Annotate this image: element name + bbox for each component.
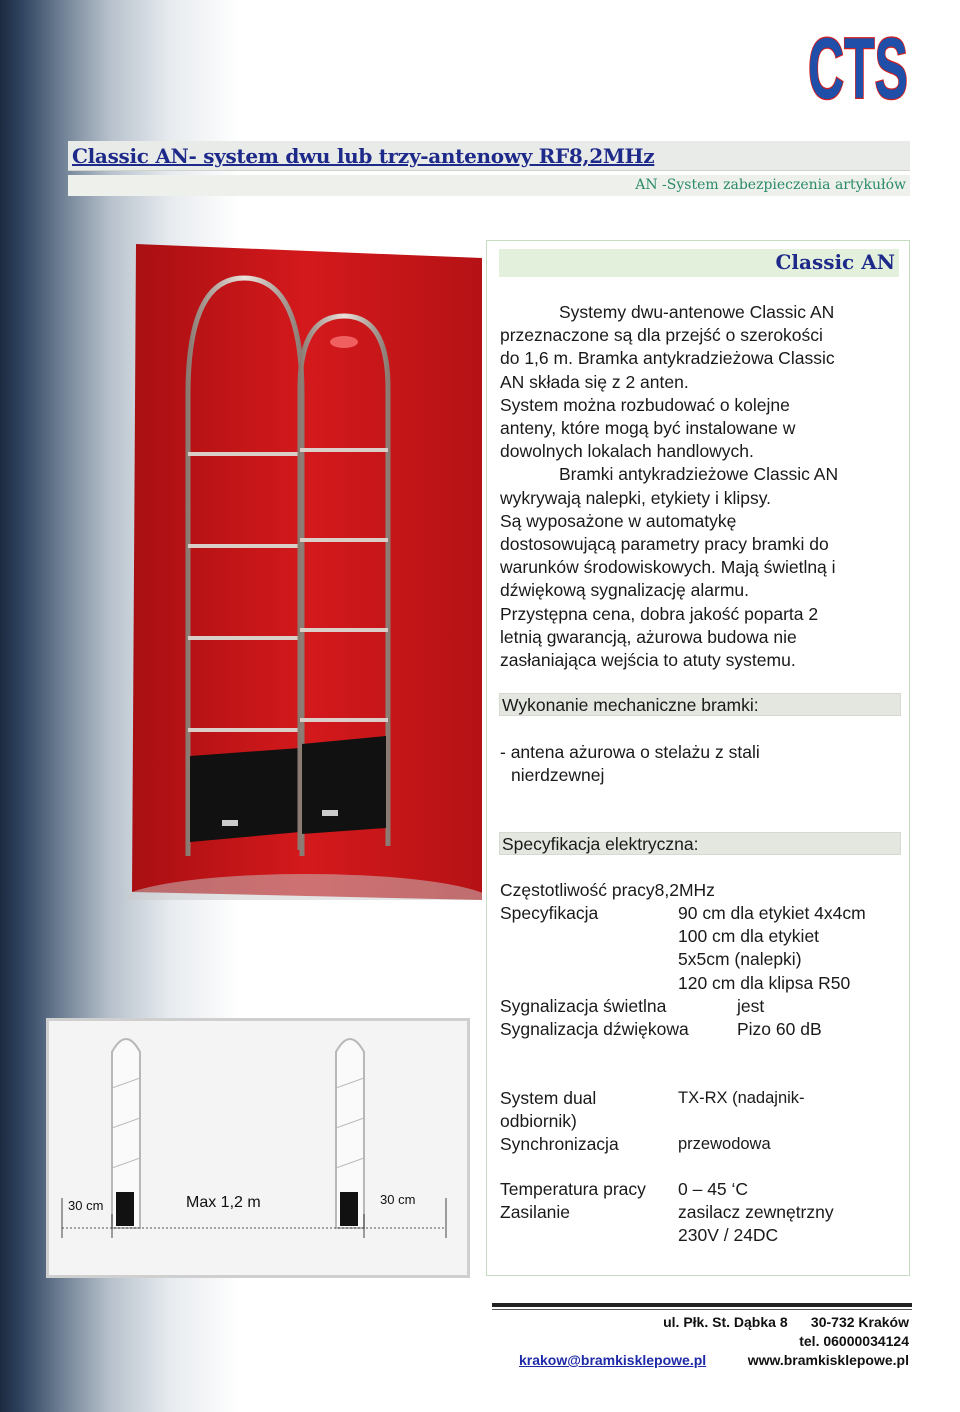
spec-power-values xyxy=(678,1201,834,1247)
box-header xyxy=(499,249,899,277)
electrical-section-bar xyxy=(499,832,901,855)
system-label-line: System dual xyxy=(500,1088,597,1108)
desc-line: anteny, które mogą być instalowane w xyxy=(500,418,796,439)
spec-detection-values xyxy=(678,902,866,995)
title-bar xyxy=(68,141,910,171)
middle-dimension-label: Max 1,2 m xyxy=(186,1194,261,1211)
spec-value-line: 5x5cm (nalepki) xyxy=(678,949,802,970)
desc-line: Systemy dwu-antenowe Classic AN xyxy=(559,302,835,322)
desc-line: Przystępna cena, dobra jakość poparta 2 xyxy=(500,603,819,624)
desc-line: Bramki antykradzieżowe Classic AN xyxy=(559,464,839,485)
spec-light-value: jest xyxy=(737,996,765,1016)
spec-power-label: Zasilanie xyxy=(500,1202,571,1222)
system-label-line: odbiornik) xyxy=(500,1111,577,1132)
spec-sync-label: Synchronizacja xyxy=(500,1134,619,1154)
spec-value-line: 100 cm dla etykiet xyxy=(678,926,820,947)
mechanical-section-bar xyxy=(499,693,901,716)
company-logo xyxy=(805,18,911,106)
page-title: Classic AN- system dwu lub trzy-antenowy RF8,2MHz xyxy=(72,144,655,168)
desc-line: zasłaniająca wejścia to atuty systemu. xyxy=(500,650,796,671)
mechanical-line: - antena ażurowa o stelażu z stali xyxy=(500,742,760,762)
spec-detection-label: Specyfikacja xyxy=(500,903,599,923)
spec-temp-value: 0 – 45 ‘C xyxy=(678,1179,749,1199)
mechanical-line: nierdzewnej xyxy=(511,765,605,786)
frequency-label: Częstotliwość pracy xyxy=(500,880,655,900)
spec-sound-value: Pizo 60 dB xyxy=(737,1019,822,1039)
box-heading: Classic AN xyxy=(775,250,895,274)
desc-line: Są wyposażone w automatykę xyxy=(500,510,737,531)
footer-email-link[interactable]: krakow@bramkisklepowe.pl xyxy=(519,1352,707,1368)
gate-installation-diagram xyxy=(46,1018,470,1278)
product-description xyxy=(500,301,900,672)
subtitle-bar xyxy=(68,175,910,196)
footer-divider xyxy=(492,1303,912,1307)
logo-text: CTS xyxy=(808,21,908,106)
desc-line: dostosowującą parametry pracy bramki do xyxy=(500,534,829,555)
desc-line: przeznaczone są dla przejść o szerokości xyxy=(500,325,823,346)
spec-value-line: 120 cm dla klipsa R50 xyxy=(678,972,851,993)
spec-value-line: 90 cm dla etykiet 4x4cm xyxy=(678,903,866,923)
spec-sound-label: Sygnalizacja dźwiękowa xyxy=(500,1019,689,1039)
info-box xyxy=(486,240,910,1276)
electrical-heading: Specyfikacja elektryczna: xyxy=(502,834,699,854)
desc-line: AN składa się z 2 anten. xyxy=(500,371,689,392)
spec-temp-label: Temperatura pracy xyxy=(500,1179,646,1199)
desc-line: wykrywają nalepki, etykiety i klipsy. xyxy=(500,487,772,508)
spec-system-label xyxy=(500,1087,596,1133)
desc-line: dowolnych lokalach handlowych. xyxy=(500,441,754,462)
desc-line: dźwiękową sygnalizację alarmu. xyxy=(500,580,749,601)
gate-photo xyxy=(126,244,482,900)
spec-frequency xyxy=(500,879,715,902)
mechanical-text xyxy=(500,741,760,787)
page-subtitle: AN -System zabezpieczenia artykułów xyxy=(635,177,906,193)
power-value-line: 230V / 24DC xyxy=(678,1225,779,1246)
footer-divider-thin xyxy=(492,1309,912,1310)
desc-line: do 1,6 m. Bramka antykradzieżowa Classic xyxy=(500,348,835,369)
left-dimension-label: 30 cm xyxy=(68,1198,104,1213)
spec-light-label: Sygnalizacja świetlna xyxy=(500,996,667,1016)
footer-address: ul. Płk. St. Dąbka 8 30-732 Kraków xyxy=(663,1314,909,1330)
power-value-line: zasilacz zewnętrzny xyxy=(678,1202,834,1222)
desc-line: warunków środowiskowych. Mają świetlną i xyxy=(500,557,836,578)
spec-system-value: TX-RX (nadajnik- xyxy=(678,1089,805,1107)
frequency-value: 8,2MHz xyxy=(654,880,715,900)
footer-website[interactable]: www.bramkisklepowe.pl xyxy=(747,1352,909,1368)
desc-line: letnią gwarancją, ażurowa budowa nie xyxy=(500,626,797,647)
spec-sync-value: przewodowa xyxy=(678,1135,771,1153)
desc-line: System można rozbudować o kolejne xyxy=(500,394,790,415)
footer-phone: tel. 06000034124 xyxy=(799,1333,909,1349)
mechanical-heading: Wykonanie mechaniczne bramki: xyxy=(502,695,759,715)
right-dimension-label: 30 cm xyxy=(380,1192,416,1207)
